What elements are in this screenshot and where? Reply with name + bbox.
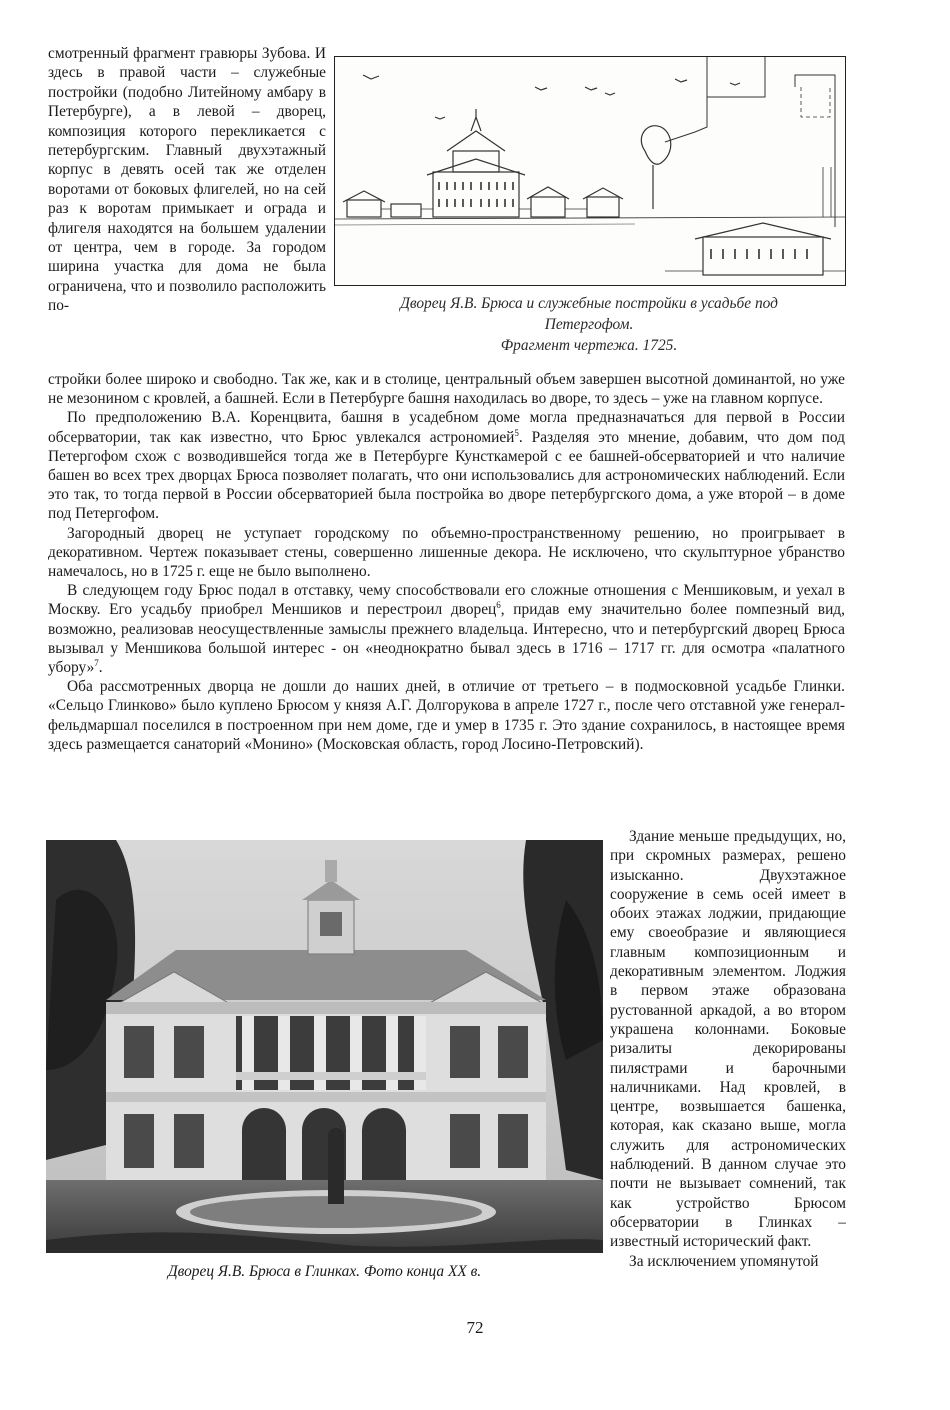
- palace-drawing-illustration: [335, 57, 845, 285]
- footnote-ref: 5: [514, 427, 519, 438]
- intro-column-text: смотренный фрагмент гравюры Зубова. И здесь в правой части – служебные постройки (подобно Литейному амбару в Петербурге), а в левой – дворец, композиция которого перекликается с петербургским. Главный двухэтажный корпус в девять осей так же отделен воротами от боковых флигелей, но на сей раз к воротам примыкает и ограда и флигеля находятся на большем удалении от центра, чем в городе. За городом ширина участка для дома не была ограничена, что и позволило расположить по-: [48, 45, 326, 315]
- paragraph-menshikov-text: В следующем году Брюс подал в отставку, чему способствовали его сложные отношения с Меншиковым, и уехал в Москву. Его усадьбу приобрел Меншиков и перестроил дворец: [48, 582, 845, 619]
- glinki-palace-photo: [46, 840, 603, 1253]
- footnote-ref: 6: [496, 600, 501, 611]
- paragraph-continued: стройки более широко и свободно. Так же, как и в столице, центральный объем завершен высотной доминантой, но уже не мезонином с кровлей, а башней. Если в Петербурге башня находилась во дворе, то здесь – уже на главном корпусе.: [48, 371, 845, 408]
- right-column-text: [610, 827, 846, 1271]
- photo-caption: Дворец Я.В. Брюса в Глинках. Фото конца XX в.: [167, 1263, 482, 1280]
- paragraph-menshikov: [48, 581, 845, 677]
- paragraph-menshikov-end: .: [98, 659, 103, 677]
- footnote-ref: 7: [94, 657, 99, 668]
- paragraph-observatory: [48, 408, 845, 523]
- paragraph-description: Здание меньше предыдущих, но, при скромных размерах, решено изысканно. Двухэтажное сооружение в семь осей имеет в обоих этажах лоджии, придающие ему своеобразие и являющиеся главным композиционным и декоративным элементом. Лоджия в первом этаже образована рустованной аркадой, а во втором украшена колоннами. Боковые ризалиты декорированы пилястрами и барочными наличниками. Над кровлей, в центре, возвышается башенка, которая, как сказано выше, могла служить для астрономических наблюдений. В данном случае это почти не вызывает сомнений, так как устройство Брюсом обсерватории в Глинках – известный исторический факт.: [610, 828, 846, 1251]
- engraving-caption: [334, 293, 844, 356]
- main-text-block: [48, 370, 845, 754]
- engraving-figure: [334, 56, 846, 286]
- paragraph-menshikov-mid: , придав ему значительно более помпезный вид, возможно, реализовав неосуществленные замыслы прежнего владельца. Интересно, что и петербургский дворец Брюса вызывал у Меншикова большой интерес - он «неоднократно бывал здесь в 1716 – 1717 гг. для осмотра «палатного убору»: [48, 601, 845, 677]
- engraving-caption-line-3: Фрагмент чертежа. 1725.: [500, 337, 678, 354]
- engraving-caption-line-2: Петергофом.: [544, 316, 634, 333]
- engraving-caption-line-1: Дворец Я.В. Брюса и служебные постройки в усадьбе под: [400, 295, 778, 312]
- paragraph-continues: За исключением упомянутой: [629, 1252, 819, 1270]
- paragraph-observatory-rest: . Разделяя это мнение, добавим, что дом под Петергофом схож с возводившейся тогда же в Петербурге Кунсткамерой с ее башней-обсерваторией и что наличие башен во всех трех дворцах Брюса позволяет полагать, что они использовались для астрономических наблюдений. Если это так, то тогда первой в России обсерваторией была постройка во дворе петербургского дома, а уже второй – в доме под Петергофом.: [48, 428, 845, 523]
- paragraph-glinki: Оба рассмотренных дворца не дошли до наших дней, в отличие от третьего – в подмосковной усадьбе Глинки. «Сельцо Глинково» было куплено Брюсом у князя А.Г. Долгорукова в апреле 1727 г., после чего отставной уже генерал-фельдмаршал поселился в построенном при нем доме, где и умер в 1735 г. Это здание сохранилось, в настоящее время здесь размещается санаторий «Монино» (Московская область, город Лосино-Петровский).: [48, 678, 845, 753]
- paragraph-observatory-text: По предположению В.А. Коренцвита, башня в усадебном доме могла предназначаться для первой в России обсерватории, так как известно, что Брюс увлекался астрономией: [48, 409, 845, 446]
- paragraph-country-palace: Загородный дворец не уступает городскому по объемно-пространственному решению, но проигрывает в декоративном. Чертеж показывает стены, совершенно лишенные декора. Не исключено, что скульптурное убранство намечалось, но в 1725 г. еще не было выполнено.: [48, 524, 845, 581]
- page-number: 72: [466, 1318, 484, 1337]
- palace-photo-image: [46, 840, 603, 1253]
